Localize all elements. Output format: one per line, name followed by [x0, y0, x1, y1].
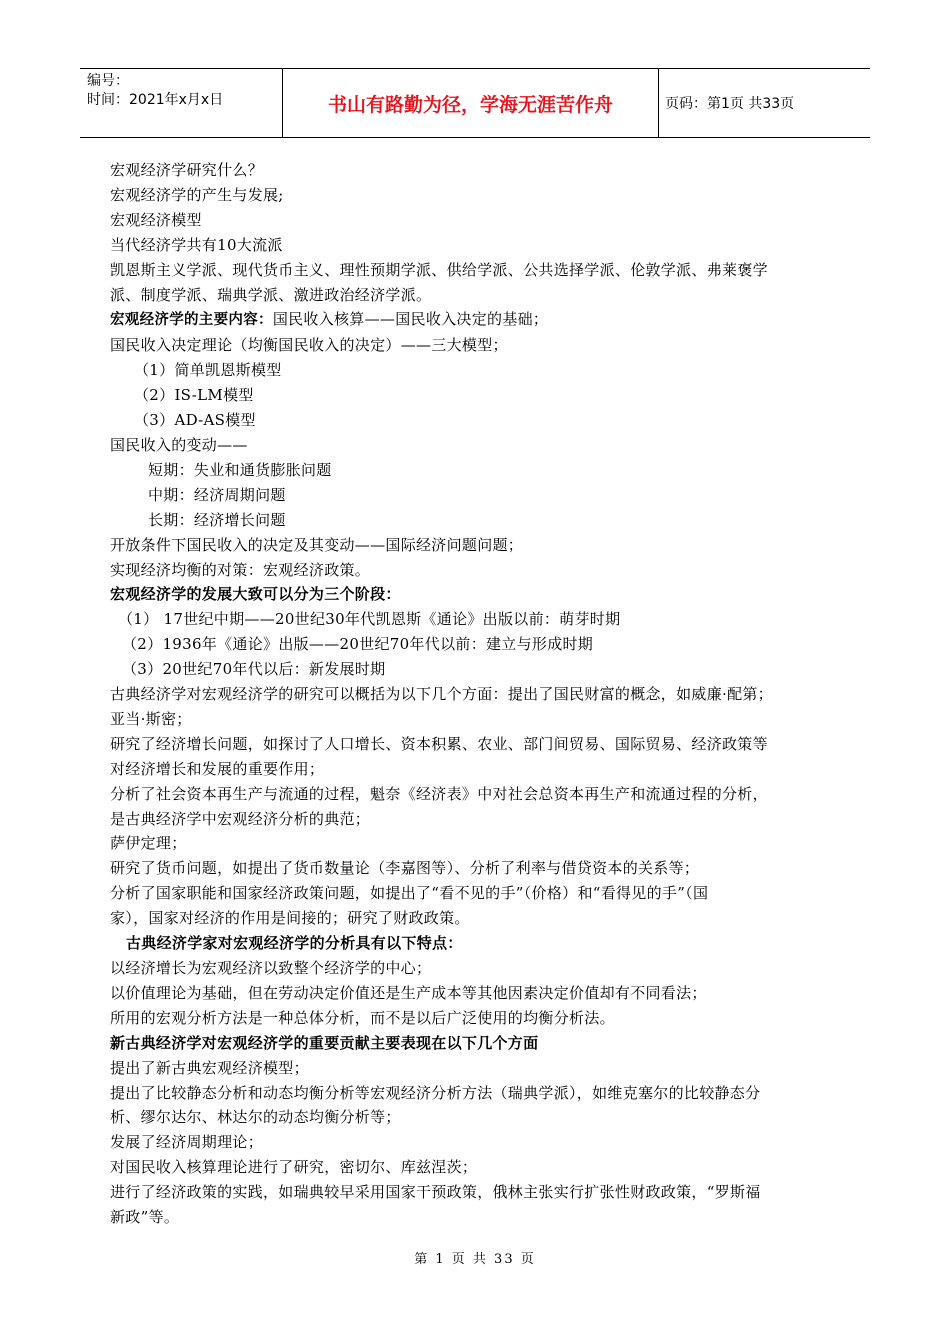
- body-line: 亚当·斯密；: [110, 709, 192, 728]
- body-line: 提出了比较静态分析和动态均衡分析等宏观经济分析方法（瑞典学派），如维克塞尔的比较静态分: [110, 1083, 761, 1102]
- stage-item: （3）20世纪70年代以后：新发展时期: [122, 660, 386, 679]
- body-line: 以经济增长为宏观经济以致整个经济学的中心；: [110, 959, 432, 977]
- body-line: 古典经济学对宏观经济学的研究可以概括为以下几个方面：提出了国民财富的概念，如威廉·配第；: [110, 685, 773, 704]
- main-content-paragraph: [110, 307, 836, 333]
- document-time-label: 时间：2021年x月x日: [87, 92, 224, 108]
- main-content-heading: 宏观经济学的主要内容：: [110, 312, 273, 329]
- body-line: 当代经济学共有10大流派: [110, 235, 283, 254]
- body-line: 是古典经济学中宏观经济分析的典范；: [110, 809, 371, 828]
- body-line: 分析了社会资本再生产与流通的过程，魁奈《经济表》中对社会总资本再生产和流通过程的分析，: [110, 784, 768, 803]
- body-line: 研究了经济增长问题，如探讨了人口增长、资本积累、农业、部门间贸易、国际贸易、经济政策等: [110, 734, 768, 753]
- term-item: 长期：经济增长问题: [148, 510, 286, 529]
- body-line: 国民收入决定理论（均衡国民收入的决定）——三大模型；: [110, 336, 508, 355]
- body-line: 所用的宏观分析方法是一种总体分析，而不是以后广泛使用的均衡分析法。: [110, 1008, 615, 1027]
- body-line: 家），国家对经济的作用是间接的；研究了财政政策。: [110, 909, 470, 928]
- model-item: （3）AD-AS模型: [134, 411, 256, 430]
- body-line: 国民收入的变动——: [110, 435, 248, 454]
- body-line: 对经济增长和发展的重要作用；: [110, 759, 325, 778]
- main-content-text: 国民收入核算——国民收入决定的基础；: [272, 310, 549, 329]
- header-meta: [80, 69, 283, 137]
- body-line: 派、制度学派、瑞典学派、激进政治经济学派。: [110, 285, 432, 304]
- body-line: 萨伊定理；: [110, 834, 187, 853]
- body-line: 实现经济均衡的对策：宏观经济政策。: [110, 560, 371, 579]
- term-item: 短期：失业和通货膨胀问题: [148, 460, 332, 479]
- development-heading: 宏观经济学的发展大致可以分为三个阶段：: [110, 585, 401, 604]
- body-line: 以价值理论为基础，但在劳动决定价值还是生产成本等其他因素决定价值却有不同看法；: [110, 983, 707, 1002]
- document-number-label: 编号：: [87, 73, 129, 89]
- body-line: 析、缪尔达尔、林达尔的动态均衡分析等；: [110, 1108, 401, 1127]
- body-line: 新政”等。: [110, 1208, 180, 1227]
- body-line: 研究了货币问题，如提出了货币数量论（李嘉图等）、分析了利率与借贷资本的关系等；: [110, 859, 700, 878]
- stage-item: （2）1936年《通论》出版——20世纪70年代以前：建立与形成时期: [122, 635, 594, 654]
- neoclassical-heading: 新古典经济学对宏观经济学的重要贡献主要表现在以下几个方面: [110, 1033, 539, 1052]
- header-motto: 书山有路勤为径，学海无涯苦作舟: [283, 69, 659, 137]
- body-line: 宏观经济学的产生与发展;: [110, 185, 284, 204]
- model-item: （2）IS-LM模型: [134, 386, 254, 405]
- body-line: 宏观经济学研究什么？: [110, 161, 264, 179]
- page-footer: 第 1 页 共 33 页: [414, 1252, 536, 1267]
- header-page-number: 页码：第1页 共33页: [665, 96, 795, 112]
- body-line: 开放条件下国民收入的决定及其变动——国际经济问题问题；: [110, 535, 524, 554]
- page-header: [80, 68, 870, 138]
- body-line: 凯恩斯主义学派、现代货币主义、理性预期学派、供给学派、公共选择学派、伦敦学派、弗莱褒学: [110, 260, 768, 279]
- document-body: [110, 158, 836, 1230]
- body-line: 分析了国家职能和国家经济政策问题，如提出了“看不见的手”（价格）和“看得见的手”（国: [110, 884, 709, 903]
- classical-features-heading: 古典经济学家对宏观经济学的分析具有以下特点：: [126, 934, 463, 953]
- term-item: 中期：经济周期问题: [148, 485, 286, 504]
- body-line: 宏观经济模型: [110, 210, 202, 229]
- body-line: 发展了经济周期理论；: [110, 1133, 264, 1152]
- body-line: 提出了新古典宏观经济模型；: [110, 1058, 309, 1077]
- stage-item: （1） 17世纪中期——20世纪30年代凯恩斯《通论》出版以前：萌芽时期: [118, 610, 621, 629]
- model-item: （1）简单凯恩斯模型: [134, 361, 282, 380]
- body-line: 进行了经济政策的实践，如瑞典较早采用国家干预政策，俄林主张实行扩张性财政政策，“罗斯福: [110, 1183, 761, 1202]
- body-line: 对国民收入核算理论进行了研究，密切尔、库兹涅茨；: [110, 1158, 478, 1177]
